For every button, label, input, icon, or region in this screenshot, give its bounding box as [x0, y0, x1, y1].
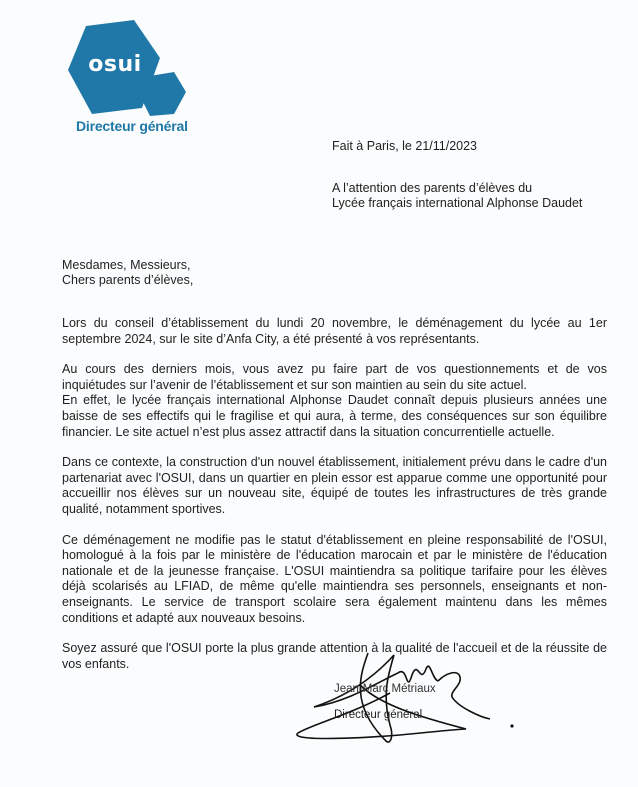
salutation-line: Mesdames, Messieurs, — [62, 258, 191, 272]
recipient-block — [332, 181, 582, 211]
recipient-line: A l’attention des parents d’élèves du — [332, 181, 533, 195]
signatory-title: Directeur général — [334, 709, 423, 721]
paragraph: Ce déménagement ne modifie pas le statut d'établissement en pleine responsabilité de l'OSUI, homologué à la fois par le ministère de l'éducation marocain et par le ministère de l'éducation nationale et de la jeunesse française. L'OSUI maintiendra sa politique tarifaire pour les élèves déjà scolarisés au LFIAD, de même qu'elle maintiendra ses personnels, enseignants et non-enseignants. Le service de transport scolaire sera également maintenu dans les mêmes conditions et adapté aux nouveaux besoins. — [62, 532, 607, 625]
signatory-name: Jean-Marc Métriaux — [334, 683, 436, 695]
paragraph: En effet, le lycée français international Alphonse Daudet connaît depuis plusieurs années une baisse de ses effectifs qui le fragilise et qui aura, à terme, des conséquences sur son équilibre financier. Le site actuel n’est plus assez attractif dans la situation concurrentielle actuelle. — [62, 393, 607, 439]
handwritten-signature-icon — [290, 645, 550, 755]
salutation-line: Chers parents d’élèves, — [62, 273, 194, 287]
paragraph: Lors du conseil d’établissement du lundi 20 novembre, le déménagement du lycée au 1er septembre 2024, sur le site d’Anfa City, a été présenté à vos représentants. — [62, 316, 607, 346]
letter-body — [62, 316, 607, 687]
recipient-line: Lycée français international Alphonse Daudet — [332, 196, 583, 210]
logo-text: osui — [88, 52, 142, 77]
salutation — [62, 258, 193, 288]
letterhead-subtitle: Directeur général — [76, 118, 188, 134]
paragraph: Dans ce contexte, la construction d'un nouvel établissement, initialement prévu dans le cadre d'un partenariat avec l'OSUI, dans un quartier en plein essor est apparue comme une opportunité pour accueillir nos élèves sur un nouveau site, équipé de toutes les infrastructures de très grande qualité, notamment sportives. — [62, 455, 607, 516]
osui-logo — [64, 18, 194, 118]
paragraph: Soyez assuré que l'OSUI porte la plus grande attention à la qualité de l'accueil et de la réussite de vos enfants. — [62, 641, 607, 671]
paragraph: Au cours des derniers mois, vous avez pu faire part de vos questionnements et de vos inquiétudes sur l’avenir de l’établissement et sur son maintien au sein du site actuel. — [62, 362, 607, 392]
place-date: Fait à Paris, le 21/11/2023 — [332, 139, 477, 153]
signature-block — [290, 645, 550, 755]
